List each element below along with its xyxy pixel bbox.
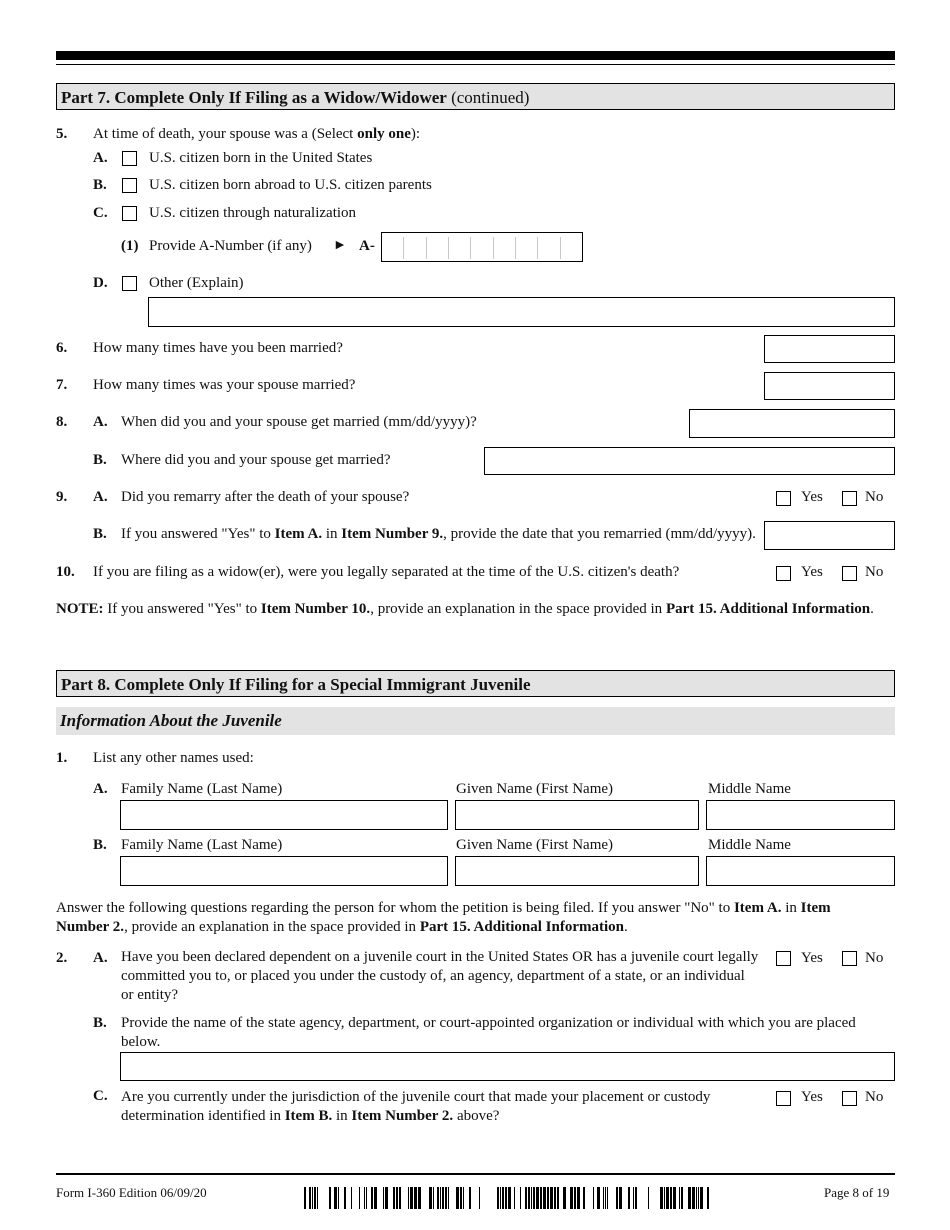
p8-q2-c-no-label: No [865, 1089, 884, 1105]
p8-q2-number: 2. [56, 950, 68, 966]
p8-q1-b-given-label: Given Name (First Name) [456, 837, 614, 853]
p8-q1-b-family-label: Family Name (Last Name) [121, 837, 283, 853]
p8-q2-a-yes-label: Yes [801, 950, 823, 966]
footer-form-edition: Form I-360 Edition 06/09/20 [56, 1185, 207, 1200]
part8-instructions: Answer the following questions regarding the person for whom the petition is being filed. If you answer "No" to Item A. in Item Number 2., provide an explanation in the space provided in Part 15. Additional Information. [56, 900, 831, 935]
q7-text: How many times was your spouse married? [93, 377, 356, 393]
top-rule-thick [56, 51, 895, 60]
barcode-icon [304, 1187, 712, 1209]
q10-number: 10. [56, 564, 75, 580]
part8-header [56, 670, 895, 697]
p8-q2-a-text: Have you been declared dependent on a juvenile court in the United States OR has a juvenile court legally committed you to, or placed you under the custody of, an agency, department of a state, or an individual or entity? [121, 949, 759, 1003]
q8-a-text: When did you and your spouse get married (mm/dd/yyyy)? [121, 414, 477, 430]
q9-a-no-checkbox[interactable] [842, 491, 857, 506]
q6-text: How many times have you been married? [93, 340, 343, 356]
top-rule-thin [56, 64, 895, 65]
q5-d-letter: D. [93, 275, 108, 291]
part8-subheader: Information About the Juvenile [56, 707, 895, 735]
p8-q1-a-given-label: Given Name (First Name) [456, 781, 614, 797]
q9-a-yes-checkbox[interactable] [776, 491, 791, 506]
q5-text: At time of death, your spouse was a (Select only one): [93, 126, 421, 142]
arrow-icon: ► [333, 238, 347, 253]
p8-q1-a-middle-label: Middle Name [708, 781, 791, 797]
q5-number: 5. [56, 126, 68, 142]
q9-a-letter: A. [93, 489, 108, 505]
q7-number: 7. [56, 377, 68, 393]
p8-q2-b-input[interactable] [120, 1052, 895, 1081]
q9-number: 9. [56, 489, 68, 505]
p8-q2-a-no-checkbox[interactable] [842, 951, 857, 966]
p8-q1-a-middle-input[interactable] [706, 800, 895, 830]
a-number-prefix: A- [359, 238, 375, 254]
q7-input[interactable] [764, 372, 895, 400]
part8-title: Part 8. Complete Only If Filing for a Special Immigrant Juvenile [61, 675, 531, 694]
q5-c-checkbox[interactable] [122, 206, 137, 221]
q5-d-label: Other (Explain) [149, 275, 244, 291]
q5-b-label: U.S. citizen born abroad to U.S. citizen parents [149, 177, 432, 193]
q8-a-letter: A. [93, 414, 108, 430]
p8-q2-c-letter: C. [93, 1088, 108, 1104]
q10-yes-label: Yes [801, 564, 823, 580]
part7-note: NOTE: If you answered "Yes" to Item Number 10., provide an explanation in the space provided in Part 15. Additional Information. [56, 601, 874, 617]
p8-q1-a-letter: A. [93, 781, 108, 797]
q9-a-text: Did you remarry after the death of your spouse? [121, 489, 410, 505]
q5-c-label: U.S. citizen through naturalization [149, 205, 357, 221]
q8-number: 8. [56, 414, 68, 430]
q8-b-letter: B. [93, 452, 107, 468]
q10-no-label: No [865, 564, 884, 580]
q5-b-checkbox[interactable] [122, 178, 137, 193]
q10-yes-checkbox[interactable] [776, 566, 791, 581]
p8-q2-c-yes-label: Yes [801, 1089, 823, 1105]
p8-q2-c-yes-checkbox[interactable] [776, 1091, 791, 1106]
p8-q1-b-middle-label: Middle Name [708, 837, 791, 853]
q10-text: If you are filing as a widow(er), were you legally separated at the time of the U.S. citizen's death? [93, 564, 680, 580]
p8-q1-number: 1. [56, 750, 68, 766]
p8-q2-b-letter: B. [93, 1015, 107, 1031]
q6-number: 6. [56, 340, 68, 356]
p8-q1-a-family-label: Family Name (Last Name) [121, 781, 283, 797]
p8-q2-c-no-checkbox[interactable] [842, 1091, 857, 1106]
q10-no-checkbox[interactable] [842, 566, 857, 581]
part7-header [56, 83, 895, 110]
q5-a-letter: A. [93, 150, 108, 166]
q5-d-checkbox[interactable] [122, 276, 137, 291]
p8-q1-b-middle-input[interactable] [706, 856, 895, 886]
p8-q2-a-no-label: No [865, 950, 884, 966]
q8-a-date-input[interactable] [689, 409, 895, 438]
q8-b-text: Where did you and your spouse get married? [121, 452, 391, 468]
p8-q2-a-yes-checkbox[interactable] [776, 951, 791, 966]
q6-input[interactable] [764, 335, 895, 363]
q9-b-date-input[interactable] [764, 521, 895, 550]
q8-b-place-input[interactable] [484, 447, 895, 475]
q5-c-sub1-label: Provide A-Number (if any) [149, 238, 312, 254]
p8-q1-b-letter: B. [93, 837, 107, 853]
footer-page-number: Page 8 of 19 [824, 1185, 890, 1200]
q5-b-letter: B. [93, 177, 107, 193]
q9-b-text: If you answered "Yes" to Item A. in Item Number 9., provide the date that you remarried (mm/dd/yyyy). [121, 526, 756, 542]
footer-rule [56, 1173, 895, 1175]
p8-q1-text: List any other names used: [93, 750, 254, 766]
a-number-input[interactable] [381, 232, 583, 262]
part7-title: Part 7. Complete Only If Filing as a Widow/Widower [61, 88, 447, 107]
p8-q1-b-family-input[interactable] [120, 856, 448, 886]
q5-c-letter: C. [93, 205, 108, 221]
part7-title-continued: (continued) [451, 88, 530, 107]
q9-b-letter: B. [93, 526, 107, 542]
p8-q2-b-text: Provide the name of the state agency, department, or court-appointed organization or individual with which you are placed below. [121, 1015, 856, 1050]
q5-d-explain-input[interactable] [148, 297, 895, 327]
p8-q2-a-letter: A. [93, 950, 108, 966]
p8-q1-a-family-input[interactable] [120, 800, 448, 830]
p8-q1-a-given-input[interactable] [455, 800, 699, 830]
q5-a-checkbox[interactable] [122, 151, 137, 166]
q5-a-label: U.S. citizen born in the United States [149, 150, 373, 166]
p8-q1-b-given-input[interactable] [455, 856, 699, 886]
p8-q2-c-text: Are you currently under the jurisdiction of the juvenile court that made your placement or custody determination identified in Item B. in Item Number 2. above? [121, 1089, 711, 1124]
q5-c-sub1-number: (1) [121, 238, 139, 254]
q9-a-no-label: No [865, 489, 884, 505]
q9-a-yes-label: Yes [801, 489, 823, 505]
